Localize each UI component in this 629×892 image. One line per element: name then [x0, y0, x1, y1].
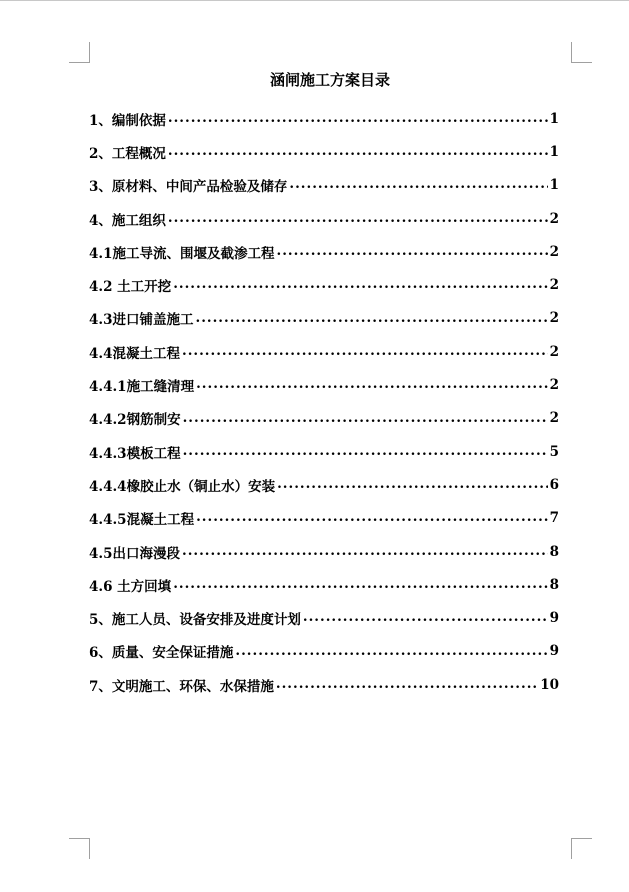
toc-dot-leader	[276, 678, 538, 692]
document-title: 涵闸施工方案目录	[269, 71, 390, 89]
toc-entry[interactable]	[89, 135, 559, 168]
toc-entry[interactable]	[89, 169, 559, 202]
toc-page-number: 2	[549, 343, 559, 360]
toc-dot-leader	[196, 312, 548, 326]
toc-entry-title: 4.4.5混凝土工程	[89, 512, 195, 529]
toc-dot-leader	[168, 145, 548, 159]
toc-entry[interactable]	[89, 368, 559, 401]
toc-page-number: 2	[549, 277, 559, 294]
toc-entry-title: 2、工程概况	[89, 145, 166, 162]
toc-entry-title: 5、施工人员、设备安排及进度计划	[89, 612, 301, 629]
toc-page-number: 9	[549, 610, 559, 627]
toc-entry-title: 4.4.2钢筋制安	[89, 412, 181, 429]
toc-page-number: 5	[549, 443, 559, 460]
toc-entry[interactable]	[89, 668, 559, 701]
toc-entry[interactable]	[89, 601, 559, 634]
corner-mark-top-right	[571, 42, 592, 63]
toc-dot-leader	[168, 212, 548, 226]
toc-page-number: 1	[549, 143, 559, 160]
toc-entry[interactable]	[89, 268, 559, 301]
toc-entry[interactable]	[89, 468, 559, 501]
toc-page-number: 8	[549, 543, 559, 560]
toc-page-number: 9	[549, 643, 559, 660]
toc-entry[interactable]	[89, 102, 559, 135]
toc-dot-leader	[277, 245, 548, 259]
toc-entry-title: 4.4混凝土工程	[89, 345, 180, 362]
toc-dot-leader	[196, 378, 548, 392]
toc-entry-title: 7、文明施工、环保、水保措施	[89, 678, 274, 695]
toc-dot-leader	[173, 578, 547, 592]
page-top-edge	[0, 0, 629, 1]
toc-page-number: 2	[549, 410, 559, 427]
toc-dot-leader	[235, 645, 547, 659]
toc-entry[interactable]	[89, 335, 559, 368]
toc-page-number: 6	[549, 476, 559, 493]
toc-entry-title: 4.2 土工开挖	[89, 279, 172, 296]
toc-page-number: 2	[549, 310, 559, 327]
toc-entry[interactable]	[89, 635, 559, 668]
toc-page-number: 1	[549, 110, 559, 127]
toc-entry[interactable]	[89, 502, 559, 535]
toc-entry-title: 3、原材料、中间产品检验及储存	[89, 179, 288, 196]
toc-dot-leader	[277, 478, 548, 492]
toc-entry[interactable]	[89, 402, 559, 435]
toc-dot-leader	[173, 278, 547, 292]
toc-dot-leader	[183, 445, 548, 459]
toc-dot-leader	[303, 611, 548, 625]
toc-entry[interactable]	[89, 535, 559, 568]
toc-entry[interactable]	[89, 435, 559, 468]
toc-entry[interactable]	[89, 235, 559, 268]
corner-mark-bottom-left	[69, 838, 90, 859]
toc-dot-leader	[289, 178, 547, 192]
toc-dot-leader	[182, 545, 548, 559]
toc-page-number: 2	[549, 243, 559, 260]
toc-page-number: 10	[540, 676, 559, 693]
toc-page-number: 7	[549, 510, 559, 527]
toc-entry-title: 1、编制依据	[89, 112, 166, 129]
toc-dot-leader	[183, 412, 548, 426]
toc-entry[interactable]	[89, 568, 559, 601]
toc-entry-title: 4.6 土方回填	[89, 578, 172, 595]
toc-entry-title: 4.4.4橡胶止水（铜止水）安装	[89, 478, 276, 495]
toc-entry-title: 4、施工组织	[89, 212, 166, 229]
toc-entry[interactable]	[89, 302, 559, 335]
toc-dot-leader	[182, 345, 548, 359]
toc-entry-title: 4.4.1施工缝清理	[89, 379, 195, 396]
table-of-contents	[89, 102, 559, 701]
toc-entry-title: 4.5出口海漫段	[89, 545, 180, 562]
toc-entry-title: 4.1施工导流、围堰及截渗工程	[89, 245, 275, 262]
toc-page-number: 8	[549, 576, 559, 593]
toc-entry-title: 4.4.3模板工程	[89, 445, 181, 462]
toc-entry-title: 4.3进口铺盖施工	[89, 312, 194, 329]
toc-dot-leader	[196, 511, 548, 525]
toc-entry[interactable]	[89, 202, 559, 235]
toc-entry-title: 6、质量、安全保证措施	[89, 645, 234, 662]
toc-page-number: 1	[549, 177, 559, 194]
toc-dot-leader	[168, 112, 548, 126]
corner-mark-top-left	[69, 42, 90, 63]
toc-page-number: 2	[549, 210, 559, 227]
toc-page-number: 2	[549, 377, 559, 394]
corner-mark-bottom-right	[571, 838, 592, 859]
